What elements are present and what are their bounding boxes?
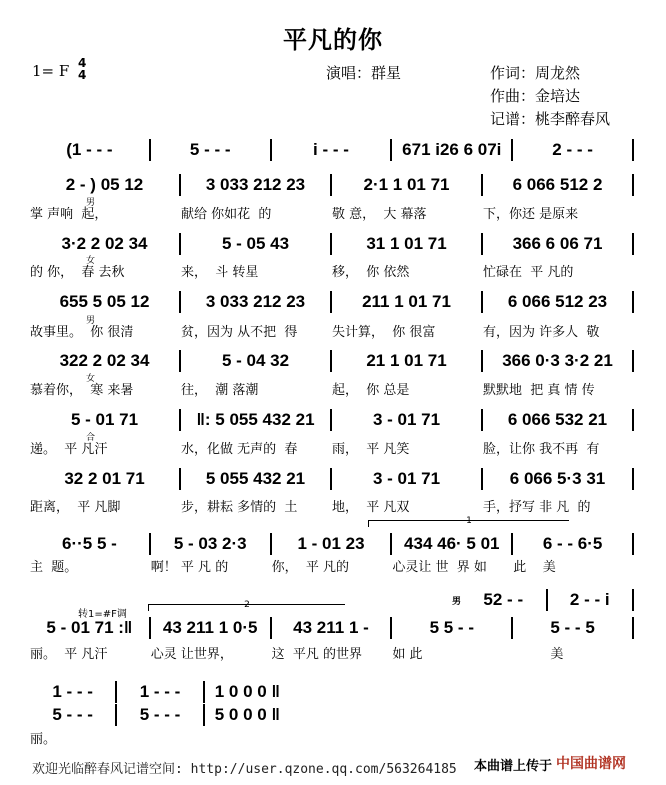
lyric-segment: 默默地 把 真 情 传 [483, 383, 595, 398]
measure: 2 - - - [552, 140, 593, 159]
lyric-segment: 慕着你， 寒 来暑 [30, 383, 134, 398]
lyrics-row [30, 496, 634, 515]
lyric-segment: 丽。 [30, 732, 57, 747]
voice-tag: 女 [86, 256, 96, 266]
lyric-segment: 失计算， 你 很富 [332, 325, 436, 340]
notation-row [30, 173, 634, 197]
lyrics-row [30, 321, 634, 340]
lyric-segment: 递。 平 凡汗 [30, 442, 108, 457]
lyric-segment: 献给 你如花 的 [181, 207, 272, 222]
time-top: 4 [78, 56, 87, 70]
lyric-segment: 有，因为 许多人 敬 [483, 325, 600, 340]
voice-tag: 合 [86, 433, 96, 443]
measure: 434 46· 5 01 [404, 534, 500, 553]
barline [632, 291, 634, 313]
lyric-segment: 这 平凡 的世界 [271, 647, 362, 662]
song-title: 平凡的你 [283, 26, 383, 54]
measure: 43 211 1 - [293, 618, 369, 637]
volta-1 [368, 516, 569, 527]
lyric-segment: 贫，因为 从不把 得 [181, 325, 298, 340]
measure: 671 i26 6 07i [402, 140, 502, 159]
barline [632, 174, 634, 196]
barline [632, 233, 634, 255]
measure: 366 6 06 71 [512, 234, 603, 253]
lyrics-row [30, 556, 634, 575]
barline [632, 468, 634, 490]
lyric-segment: 起， 你 总是 [332, 383, 410, 398]
measure: 5 5 - - [429, 618, 474, 637]
lyric-segment: 往， 潮 落潮 [181, 383, 259, 398]
measure: 2 - ) 05 12 [65, 175, 144, 194]
lyric-segment: 地， 平 凡双 [332, 500, 410, 515]
lyric-segment: 心灵 让世界， [150, 647, 233, 662]
measure: 322 2 02 34 [59, 351, 150, 370]
measure: 1 - - - [52, 682, 93, 701]
lyric-segment: 敬 意， 大 幕落 [332, 207, 427, 222]
measure: 5 - 03 2·3 [173, 534, 247, 553]
measure: 5 055 432 21 [205, 469, 306, 488]
measure: 52 - - [483, 590, 524, 609]
lyric-segment: 此 美 [513, 560, 556, 575]
voice-tag: 男 [452, 595, 462, 606]
measure: 1 0 0 0 ‖ [214, 682, 280, 701]
measure: 366 0·3 3·2 21 [502, 351, 613, 370]
key-signature: 1= F [32, 62, 70, 80]
lyric-segment: 水，化做 无声的 春 [181, 442, 298, 457]
transcriber: 记谱：桃李醉春风 [490, 110, 611, 128]
lyrics-row [30, 728, 634, 747]
measure: 1 - - - [139, 682, 181, 701]
lyric-segment: 啊！ 平 凡 的 [150, 560, 229, 575]
lyrics-row [30, 203, 634, 222]
notation-row [30, 232, 634, 256]
lyricist: 作词：周龙然 [490, 64, 581, 82]
lyric-segment: 手，抒写 非 凡 的 [483, 500, 591, 515]
measure: 5 - - - [52, 705, 93, 724]
measure: 3 033 212 23 [205, 292, 306, 311]
measure: i - - - [313, 140, 349, 159]
measure: 31 1 01 71 [366, 234, 447, 253]
barline [632, 533, 634, 555]
lyric-segment: 脸，让你 我不再 有 [483, 442, 600, 457]
lyric-segment: 丽。 平 凡汗 [30, 647, 108, 662]
notation-row [30, 408, 634, 432]
measure: 5 0 0 0 ‖ [214, 705, 280, 724]
modulation-mark: 转1=#F调 [78, 609, 127, 620]
measure: 3 033 212 23 [205, 175, 306, 194]
barline [632, 139, 634, 161]
measure: 6 - - 6·5 [542, 534, 603, 553]
measure: 5 - 04 32 [221, 351, 290, 370]
lyric-segment: 掌 声响 起， [30, 207, 108, 222]
upper-voice-row [452, 588, 634, 612]
measure: 21 1 01 71 [366, 351, 447, 370]
lyric-segment: 如 此 [392, 647, 423, 662]
measure: 32 2 01 71 [64, 469, 145, 488]
measure: 655 5 05 12 [59, 292, 150, 311]
lyric-segment: 心灵让 世 界 如 [392, 560, 487, 575]
measure: 2·1 1 01 71 [363, 175, 450, 194]
measure: 6 066 512 2 [512, 175, 603, 194]
measure: 5 - 05 43 [221, 234, 290, 253]
barline [632, 350, 634, 372]
volta-2 [148, 600, 345, 611]
lyric-segment: 下，你还 是原来 [483, 207, 579, 222]
measure: 3 - 01 71 [372, 469, 441, 488]
uploaded-label: 本曲谱上传于 [474, 759, 553, 774]
measure: 5 - 01 71 [70, 410, 139, 429]
lyrics-row [30, 643, 634, 662]
lyric-segment: 美 [513, 647, 564, 662]
voice-tag: 男 [86, 316, 96, 326]
measure: (1 - - - [66, 140, 113, 159]
barline [632, 589, 634, 611]
lyrics-row [30, 261, 634, 280]
voice-tag: 男 [86, 198, 96, 208]
lyrics-row [30, 438, 634, 457]
notation-row [30, 680, 290, 704]
notation-row [30, 290, 634, 314]
notation-row [30, 467, 634, 491]
measure: 6 066 512 23 [507, 292, 608, 311]
lyric-segment: 步，耕耘 多情的 土 [181, 500, 298, 515]
site-logo: 中国曲谱网 [556, 756, 626, 772]
lyric-segment: 雨， 平 凡笑 [332, 442, 410, 457]
lyric-segment: 移， 你 依然 [332, 265, 410, 280]
lyric-segment: 的 你， 春 去秋 [30, 265, 125, 280]
notation-row [30, 138, 634, 162]
composer: 作曲：金培达 [490, 87, 581, 105]
lyric-segment: 你， 平 凡的 [271, 560, 349, 575]
lyric-segment: 距离， 平 凡脚 [30, 500, 121, 515]
measure: 1 - 01 23 [297, 534, 365, 553]
barline [632, 617, 634, 639]
measure: 43 211 1 0·5 [162, 618, 258, 637]
lyric-segment: 来， 斗 转星 [181, 265, 259, 280]
notation-row [30, 349, 634, 373]
measure: 6 066 5·3 31 [509, 469, 606, 488]
measure: ‖: 5 055 432 21 [196, 410, 315, 429]
measure: 5 - - 5 [550, 618, 595, 637]
singer: 演唱：群星 [326, 64, 402, 82]
footer-text: 欢迎光临醉春风记谱空间: http://user.qzone.qq.com/563264185 [32, 762, 457, 777]
volta-1-label: 1 [466, 516, 472, 526]
barline [632, 409, 634, 431]
measure: 5 - - - [139, 705, 181, 724]
measure: 3 - 01 71 [372, 410, 441, 429]
measure: 6 066 532 21 [507, 410, 608, 429]
measure: 5 - 01 71 :‖ [46, 618, 133, 637]
lyric-segment: 忙碌在 平 凡的 [483, 265, 574, 280]
time-signature [78, 57, 86, 81]
volta-2-label: 2 [244, 600, 250, 610]
measure: 6··5 5 - [62, 534, 117, 553]
measure: 211 1 01 71 [362, 292, 451, 311]
time-bottom: 4 [78, 68, 87, 82]
lyric-segment: 主 题。 [30, 560, 78, 575]
voice-tag: 女 [86, 374, 96, 384]
measure: 2 - - i [569, 590, 610, 609]
notation-row [30, 703, 290, 727]
measure: 3·2 2 02 34 [61, 234, 148, 253]
lyrics-row [30, 379, 634, 398]
measure: 5 - - - [189, 140, 231, 159]
lyric-segment: 故事里。 你 很清 [30, 325, 134, 340]
notation-row [30, 532, 634, 556]
